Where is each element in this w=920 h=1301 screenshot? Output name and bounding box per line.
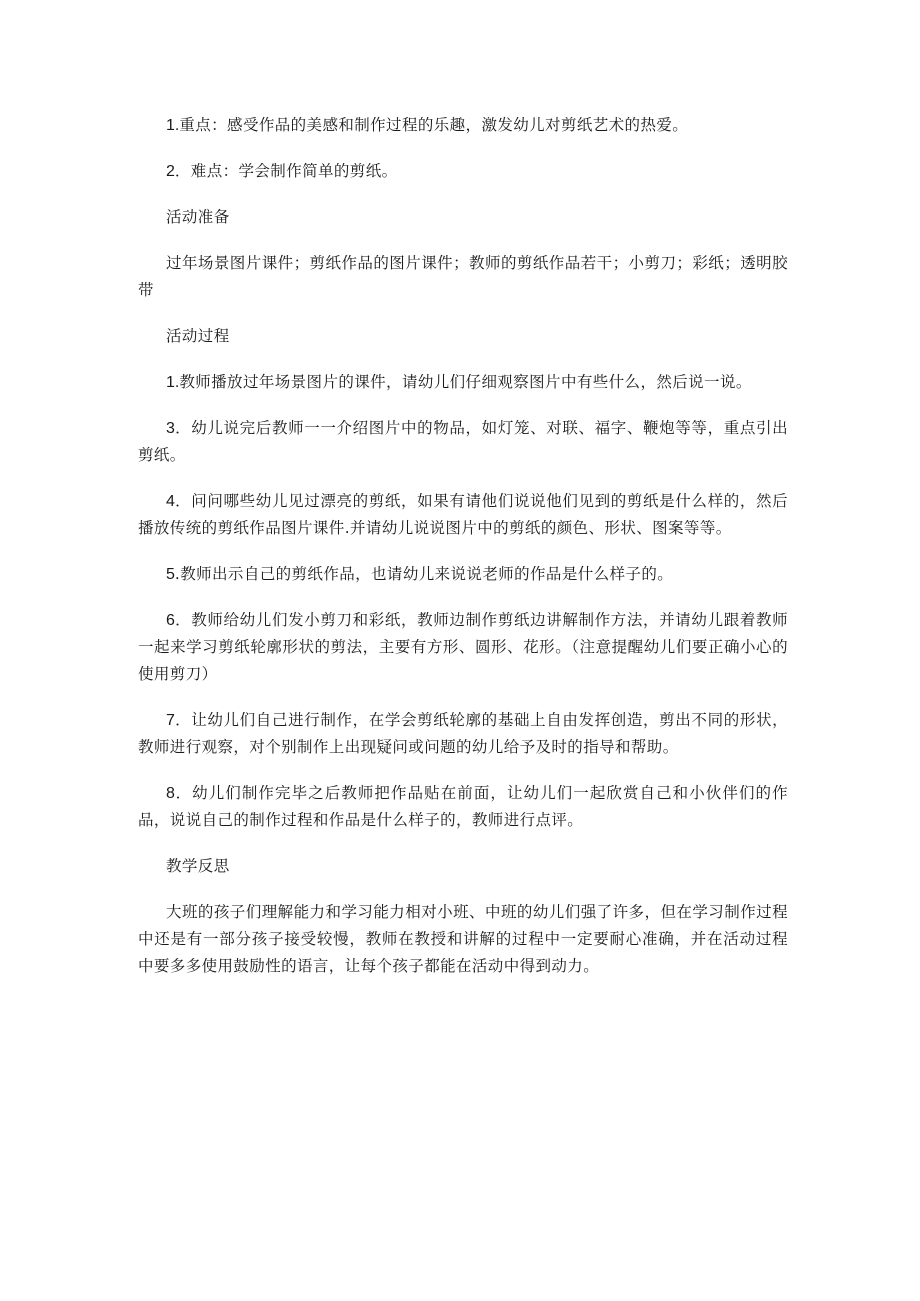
process-step-paragraph (138, 369, 788, 396)
paragraph-text: 教师播放过年场景图片的课件，请幼儿们仔细观察图片中有些什么，然后说一说。 (179, 373, 752, 391)
paragraph-text: 过年场景图片课件；剪纸作品的图片课件；教师的剪纸作品若干；小剪刀；彩纸；透明胶带 (138, 254, 788, 299)
reflection-paragraph (138, 899, 788, 980)
process-step-paragraph (138, 488, 788, 542)
paragraph-number: 3 (166, 420, 175, 437)
section-heading-reflection (138, 853, 788, 880)
process-step-paragraph (138, 607, 788, 688)
paragraph-number: 1. (166, 117, 180, 134)
heading-text: 活动过程 (166, 327, 230, 345)
process-step-paragraph (138, 561, 788, 588)
paragraph-number: 5 (166, 566, 175, 583)
paragraph-text: 大班的孩子们理解能力和学习能力相对小班、中班的幼儿们强了许多，但在学习制作过程中还是有一部分孩子接受较慢，教师在教授和讲解的过程中一定要耐心准确，并在活动过程中要多多使用鼓励性的语言，让每个孩子都能在活动中得到动力。 (138, 903, 788, 975)
heading-text: 活动准备 (166, 208, 230, 226)
preparation-paragraph (138, 250, 788, 304)
paragraph-number: 7 (166, 712, 175, 729)
process-step-paragraph (138, 415, 788, 469)
paragraph-text: ．让幼儿们自己进行制作，在学会剪纸轮廓的基础上自由发挥创造，剪出不同的形状，教师进行观察，对个别制作上出现疑问或问题的幼儿给予及时的指导和帮助。 (138, 711, 788, 756)
paragraph-number: 6 (166, 612, 175, 629)
section-heading-preparation (138, 204, 788, 231)
paragraph-text: ．幼儿们制作完毕之后教师把作品贴在前面，让幼儿们一起欣赏自己和小伙伴们的作品，说说自己的制作过程和作品是什么样子的，教师进行点评。 (138, 784, 788, 829)
paragraph-number: 2 (166, 163, 175, 180)
key-point-paragraph (138, 112, 788, 139)
paragraph-text: ．教师给幼儿们发小剪刀和彩纸，教师边制作剪纸边讲解制作方法，并请幼儿跟着教师一起来学习剪纸轮廓形状的剪法，主要有方形、圆形、花形。（注意提醒幼儿们要正确小心的使用剪刀） (138, 611, 788, 683)
difficulty-paragraph (138, 158, 788, 185)
heading-text: 教学反思 (166, 857, 230, 875)
paragraph-text: 重点：感受作品的美感和制作过程的乐趣，激发幼儿对剪纸艺术的热爱。 (179, 116, 689, 134)
process-step-paragraph (138, 780, 788, 834)
paragraph-text: ．幼儿说完后教师一一介绍图片中的物品，如灯笼、对联、福字、鞭炮等等，重点引出剪纸。 (138, 419, 788, 464)
document-body (138, 112, 788, 980)
paragraph-text: ．问问哪些幼儿见过漂亮的剪纸，如果有请他们说说他们见到的剪纸是什么样的，然后播放传统的剪纸作品图片课件.并请幼儿说说图片中的剪纸的颜色、形状、图案等等。 (138, 492, 788, 537)
paragraph-text: .教师出示自己的剪纸作品，也请幼儿来说说老师的作品是什么样子的。 (174, 565, 674, 583)
paragraph-number: 1. (166, 374, 180, 391)
paragraph-number: 8 (166, 785, 175, 802)
section-heading-process (138, 323, 788, 350)
paragraph-number: 4 (166, 493, 175, 510)
paragraph-text: ．难点：学会制作简单的剪纸。 (174, 162, 398, 180)
process-step-paragraph (138, 707, 788, 761)
